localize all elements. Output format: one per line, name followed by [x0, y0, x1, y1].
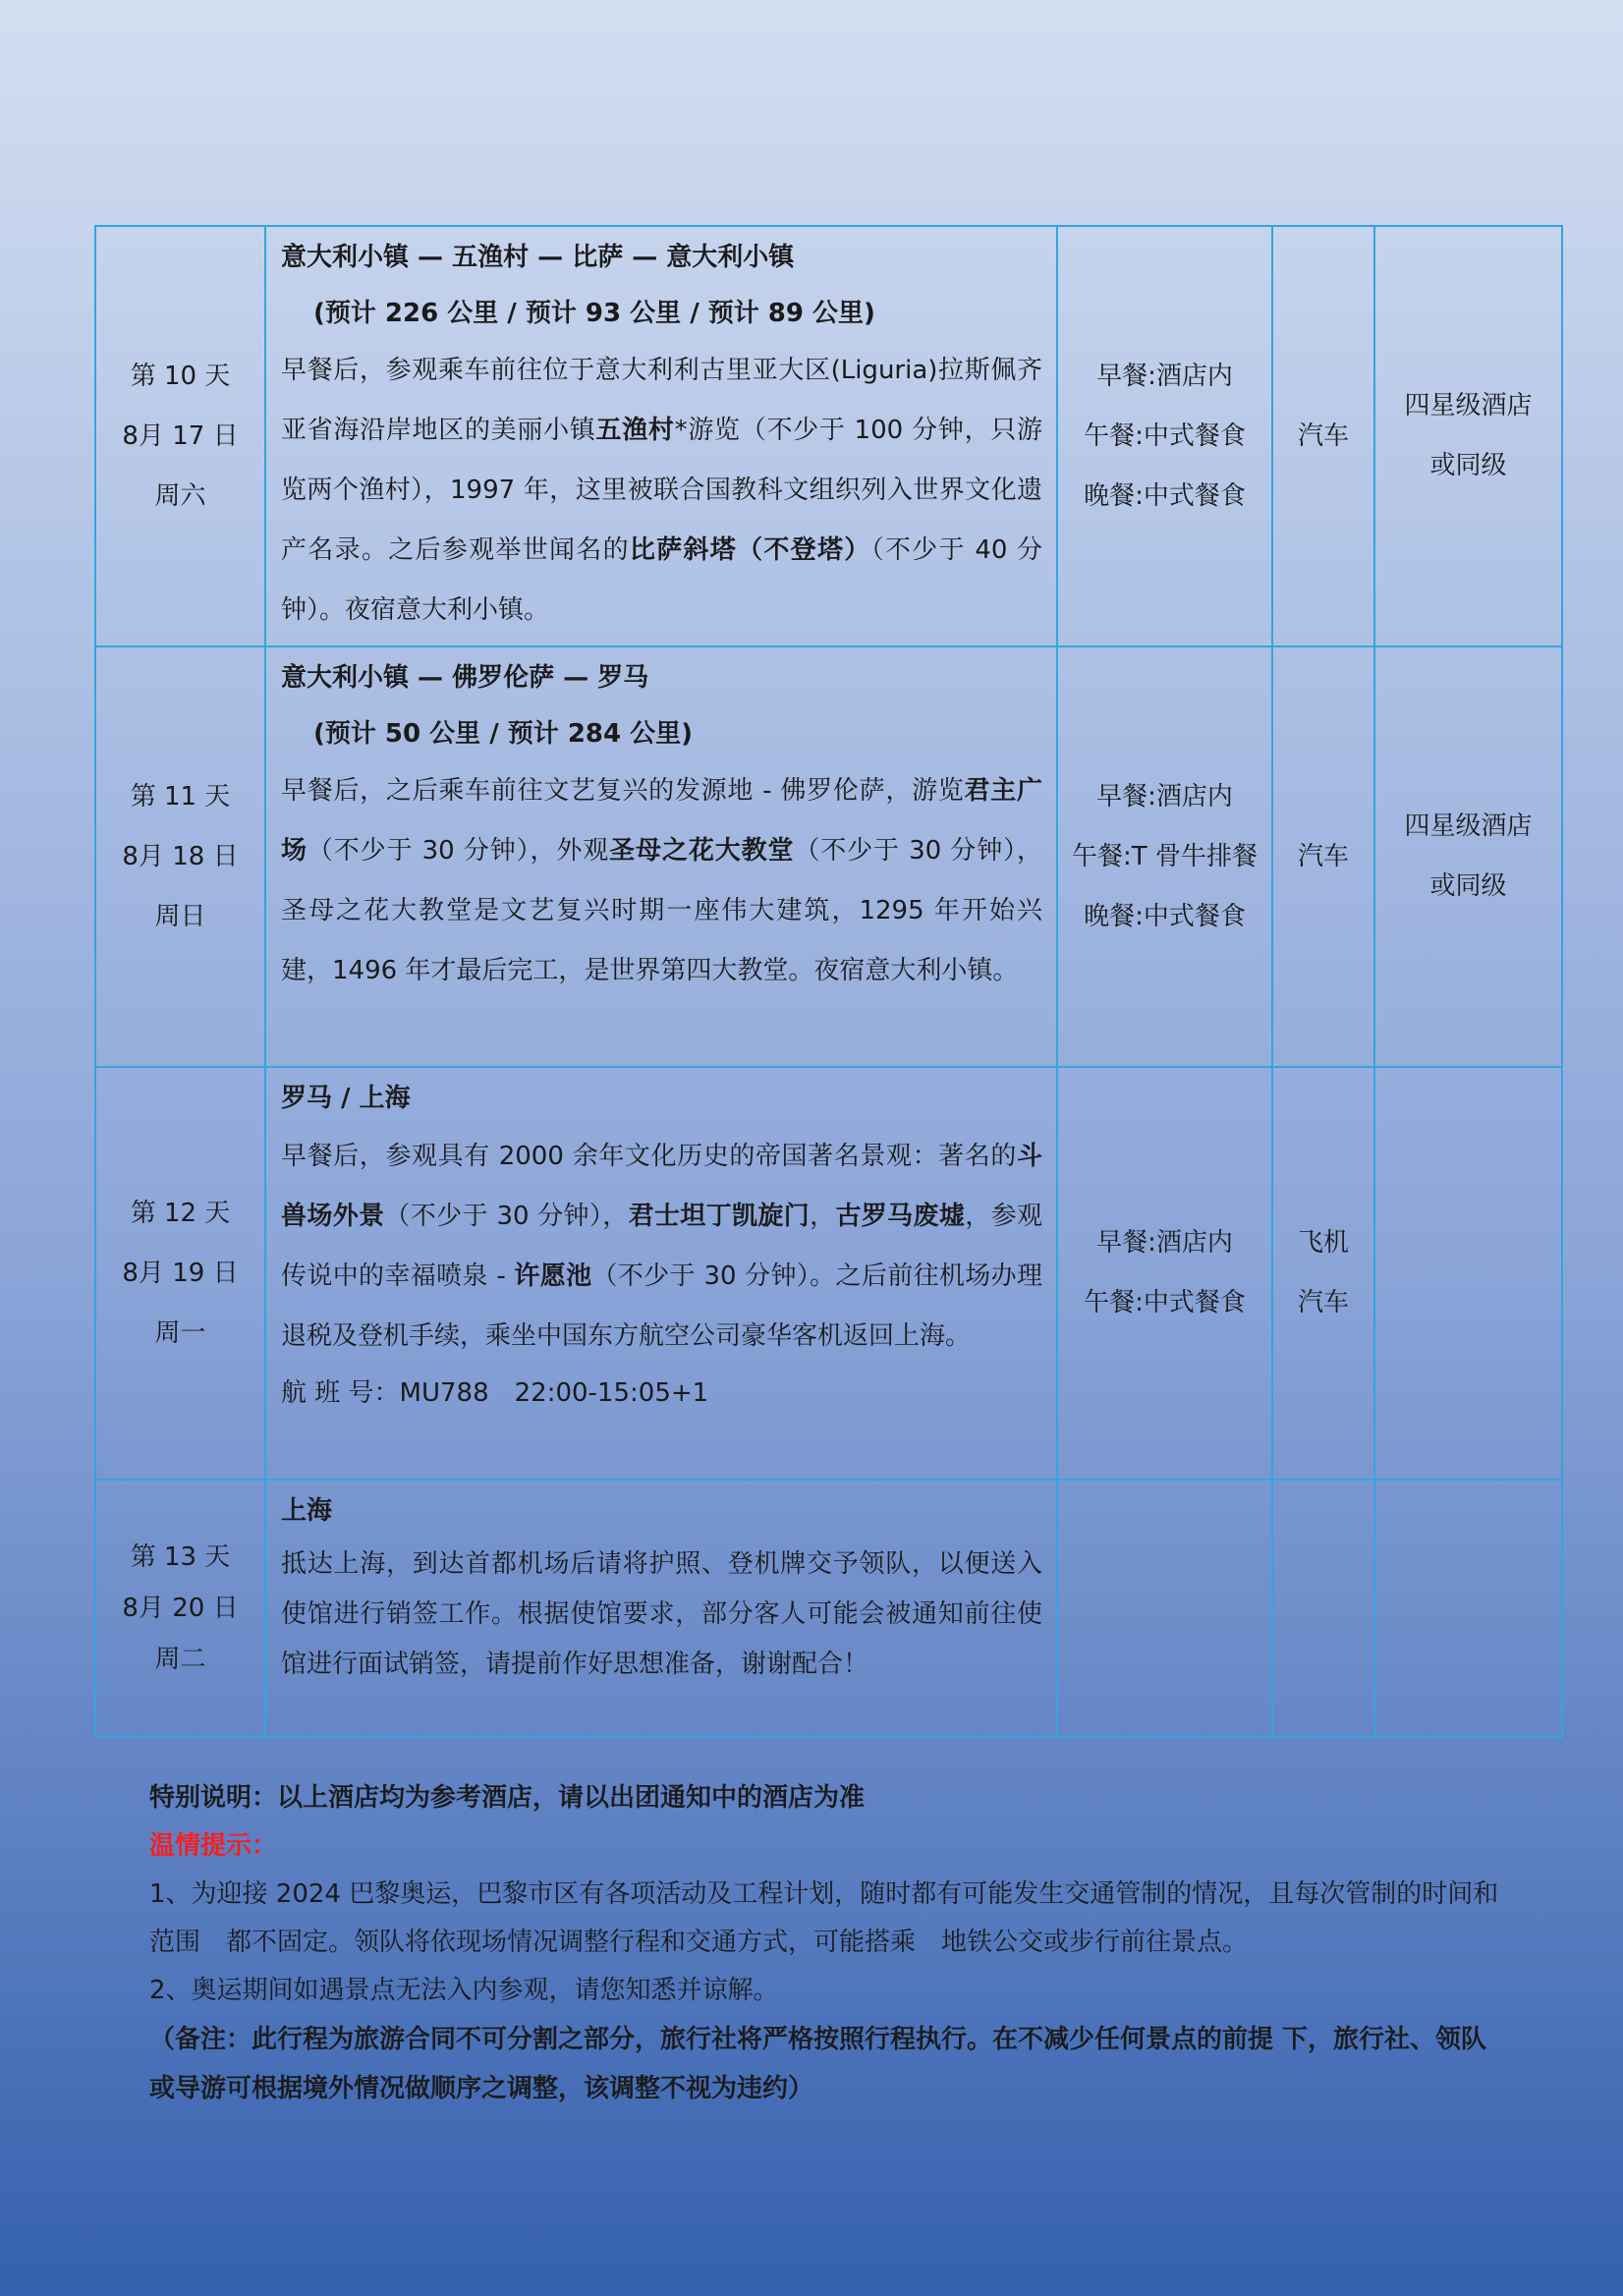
day-day: 第 11 天 — [130, 781, 231, 812]
hotel-line: 四星级酒店 — [1404, 391, 1533, 420]
itinerary-cell — [265, 226, 1057, 646]
day-description — [281, 761, 1042, 1001]
tip-2: 2、奥运期间如遇景点无法入内参观，请您知悉并谅解。 — [149, 1976, 779, 2005]
itinerary-cell — [265, 1480, 1057, 1737]
day-cell — [95, 1480, 265, 1737]
description-text: 早餐后，参观具有 2000 余年文化历史的帝国著名景观：著名的 — [281, 1142, 1017, 1171]
highlight-attraction: 古罗马废墟 — [835, 1202, 966, 1231]
day-row — [95, 226, 1562, 646]
day-row — [95, 646, 1562, 1067]
meal-item: 午餐:T 骨牛排餐 — [1072, 841, 1258, 871]
flight-number: 航 班 号：MU788 22:00-15:05+1 — [281, 1378, 709, 1408]
day-weekday: 周日 — [154, 901, 206, 931]
tips-title: 温情提示： — [149, 1831, 278, 1861]
meals-cell — [1057, 1067, 1272, 1480]
transport-cell — [1272, 1480, 1374, 1737]
day-day: 第 13 天 — [130, 1542, 231, 1572]
day-description — [281, 341, 1042, 641]
description-text: （不少于 30 分钟），圣母之花大教堂是文艺复兴时期一座伟大建筑，1295 年开始兴建，1496 年才最后完工，是世界第四大教堂。夜宿意大利小镇。 — [281, 836, 1042, 985]
description-text: 早餐后，之后乘车前往文艺复兴的发源地 - 佛罗伦萨，游览 — [281, 776, 965, 806]
description-text: （不少于 30 分钟）。之后前往机场办理退税及登机手续，乘坐中国东方航空公司豪华客机返回上海。 — [281, 1261, 1042, 1351]
transport-item: 汽车 — [1297, 420, 1349, 451]
meal-item: 午餐:中式餐食 — [1084, 420, 1246, 451]
special-note: 特别说明：以上酒店均为参考酒店，请以出团通知中的酒店为准 — [149, 1783, 866, 1813]
meals-cell — [1057, 226, 1272, 646]
day-date: 8月 17 日 — [122, 420, 239, 451]
highlight-attraction: 五渔村 — [595, 416, 675, 445]
description-text: ，参观传说中的幸福喷泉 - — [281, 1202, 1042, 1291]
description-text: （不少于 30 分钟），外观 — [307, 836, 610, 866]
transport-item: 汽车 — [1297, 1288, 1349, 1317]
day-date: 8月 18 日 — [122, 841, 239, 871]
meal-item: 早餐:酒店内 — [1096, 781, 1233, 812]
hotel-line: 或同级 — [1429, 871, 1507, 901]
highlight-attraction: 比萨斜塔（不登塔） — [629, 535, 871, 565]
route-title: 上海 — [281, 1496, 333, 1526]
transport-cell — [1272, 646, 1374, 1067]
transport-item: 飞机 — [1297, 1228, 1349, 1258]
description-text: ， — [810, 1202, 836, 1231]
meals-cell — [1057, 1480, 1272, 1737]
route-distance: (预计 50 公里 / 预计 284 公里) — [313, 719, 694, 749]
day-cell — [95, 226, 265, 646]
hotel-cell — [1374, 646, 1562, 1067]
highlight-attraction: 君主广场 — [281, 776, 1042, 866]
day-cell — [95, 1067, 265, 1480]
tip-1: 1、为迎接 2024 巴黎奥运，巴黎市区有各项活动及工程计划，随时都有可能发生交通管制的情况，且每次管制的时间和范围 都不固定。领队将依现场情况调整行程和交通方式，可能搭乘 地铁公交或步行前往景点。 — [149, 1879, 1499, 1957]
day-row — [95, 1067, 1562, 1480]
description-text: *游览（不少于 100 分钟，只游览两个渔村），1997 年，这里被联合国教科文组织列入世界文化遗产名录。之后参观举世闻名的 — [281, 416, 1042, 565]
route-title: 罗马 / 上海 — [281, 1084, 411, 1113]
day-description — [281, 1540, 1042, 1690]
hotel-cell — [1374, 226, 1562, 646]
route-title: 意大利小镇 — 五渔村 — 比萨 — 意大利小镇 — [281, 243, 795, 272]
day-cell — [95, 646, 265, 1067]
hotel-line: 或同级 — [1429, 451, 1507, 480]
highlight-attraction: 斗兽场外景 — [281, 1142, 1042, 1231]
meal-item: 午餐:中式餐食 — [1084, 1288, 1246, 1317]
day-description — [281, 1127, 1042, 1367]
description-text: （不少于 30 分钟）， — [384, 1202, 629, 1231]
remark-note: （备注：此行程为旅游合同不可分割之部分，旅行社将严格按照行程执行。在不减少任何景点的前提 下，旅行社、领队或导游可根据境外情况做顺序之调整，该调整不视为违约） — [149, 2025, 1487, 2103]
description-text: （不少于 40 分钟）。夜宿意大利小镇。 — [281, 535, 1042, 625]
day-weekday: 周一 — [154, 1317, 206, 1348]
transport-cell — [1272, 226, 1374, 646]
day-date: 8月 19 日 — [122, 1258, 239, 1288]
day-weekday: 周六 — [154, 480, 206, 511]
day-row — [95, 1480, 1562, 1737]
highlight-attraction: 君士坦丁凯旋门 — [628, 1202, 811, 1231]
highlight-attraction: 许愿池 — [514, 1261, 592, 1291]
transport-cell — [1272, 1067, 1374, 1480]
highlight-attraction: 圣母之花大教堂 — [609, 836, 795, 866]
meal-item: 晚餐:中式餐食 — [1084, 480, 1246, 511]
meals-cell — [1057, 646, 1272, 1067]
transport-item: 汽车 — [1297, 841, 1349, 871]
description-text: 早餐后，参观乘车前往位于意大利利古里亚大区(Liguria)拉斯佩齐亚省海沿岸地区的美丽小镇 — [281, 356, 1042, 445]
notes-section — [149, 1774, 1505, 2113]
day-weekday: 周二 — [154, 1645, 206, 1674]
day-day: 第 10 天 — [130, 361, 231, 391]
day-date: 8月 20 日 — [122, 1594, 239, 1623]
meal-item: 晚餐:中式餐食 — [1084, 901, 1246, 931]
itinerary-table — [94, 225, 1563, 1738]
meal-item: 早餐:酒店内 — [1096, 361, 1233, 391]
hotel-cell — [1374, 1067, 1562, 1480]
day-day: 第 12 天 — [130, 1198, 231, 1228]
hotel-cell — [1374, 1480, 1562, 1737]
route-distance: (预计 226 公里 / 预计 93 公里 / 预计 89 公里) — [313, 299, 875, 328]
route-title: 意大利小镇 — 佛罗伦萨 — 罗马 — [281, 663, 649, 693]
meal-item: 早餐:酒店内 — [1096, 1228, 1233, 1258]
itinerary-cell — [265, 646, 1057, 1067]
hotel-line: 四星级酒店 — [1404, 812, 1533, 841]
itinerary-cell — [265, 1067, 1057, 1480]
description-text: 抵达上海，到达首都机场后请将护照、登机牌交予领队，以便送入使馆进行销签工作。根据使馆要求，部分客人可能会被通知前往使馆进行面试销签，请提前作好思想准备，谢谢配合！ — [281, 1549, 1042, 1679]
